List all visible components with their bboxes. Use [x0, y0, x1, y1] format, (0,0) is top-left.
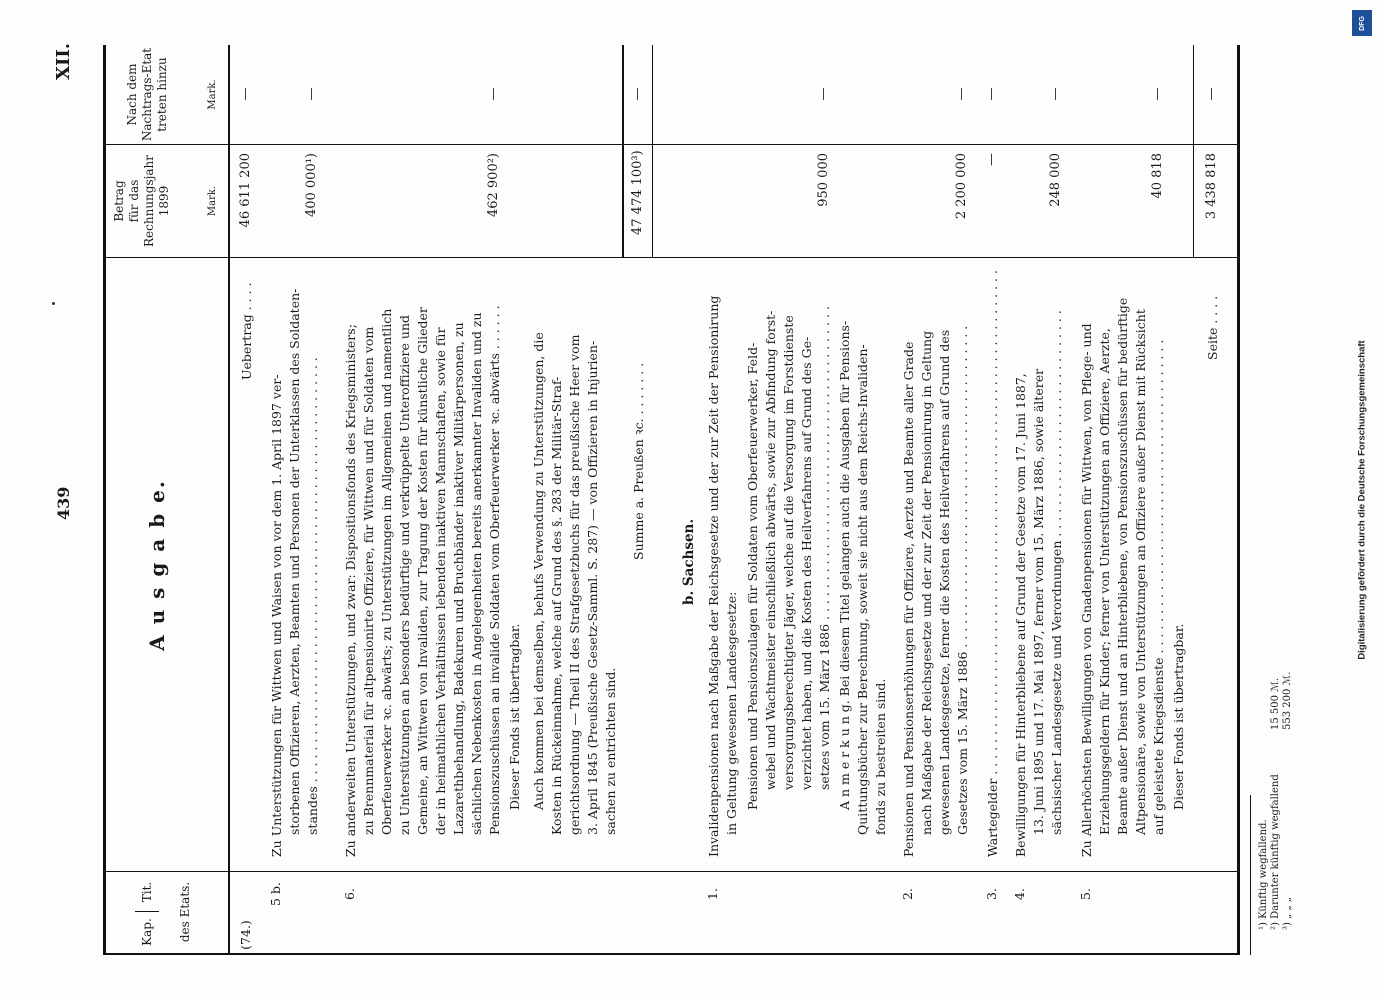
section-b-heading: b. Sachsen. — [681, 518, 697, 605]
row-b5-line: Erziehungsgeldern für Kinder; ferner von Unterstützungen an Offiziere, Aerzte, — [1097, 328, 1112, 835]
seite-nachtrag: — — [1204, 87, 1219, 101]
row-5b-line: storbenen Offizieren, Aerzten, Beamten und Personen der Unterklassen des Soldaten- — [287, 288, 302, 835]
note-fonds-uebertragbar: Dieser Fonds ist übertragbar. — [507, 623, 522, 810]
row-b2-tit: 2. — [900, 888, 915, 900]
row-b3-line: Wartegelder . . . . . . . . . . . . . . . . . . . . . . . . . . . . . . . . . . . . . . . . . . . . . . . . . . . . . . . . . . . . . . . . — [985, 270, 1000, 857]
row-6-line: Gemeine, an Wittwen von Invaliden, zur Tragung der Kosten für künstliche Glieder — [415, 307, 430, 835]
row-b5-line: auf geleistete Kriegsdienste . . . . . . . . . . . . . . . . . . . . . . . . . . . . . . . . . . . . . . . . — [1151, 339, 1166, 835]
row-b3-nachtrag: — — [984, 87, 999, 101]
seite-betrag: 3 438 818 — [1204, 153, 1219, 220]
footnote-3-amount: 553 200 ℳ. — [1282, 671, 1293, 730]
row-b4-line: Bewilligungen für Hinterbliebene auf Grund der Gesetze vom 17. Juni 1887, — [1013, 373, 1028, 857]
footnote-1: ¹) Künftig wegfallend. — [1258, 819, 1269, 930]
note-auch-line: sachen zu entrichten sind. — [603, 667, 618, 835]
row-5b-line: Zu Unterstützungen für Wittwen und Waisen von vor dem 1. April 1897 ver- — [269, 374, 284, 857]
row-b5-nachtrag: — — [1150, 87, 1165, 101]
row-b1-sub: verzichtet haben, und die Kosten des Heilverfahrens auf Grund des Ge- — [799, 336, 814, 790]
header-betrag-unit: Mark. — [207, 185, 218, 217]
row-b4-betrag: 248 000 — [1048, 153, 1063, 207]
table-bottom-rule — [1237, 45, 1240, 955]
digitization-text: Digitalisierung gefördert durch die Deutsche Forschungsgemeinschaft — [1356, 340, 1368, 660]
summe-nachtrag: — — [630, 87, 645, 101]
header-top-rule — [103, 45, 106, 955]
dfg-logo: DFG — [1352, 10, 1372, 36]
note-auch-line: gerichtsordnung — Theil II des Strafgesetzbuchs für das preußische Heer vom — [567, 334, 582, 835]
speck — [52, 302, 55, 305]
col-rule-betrag — [103, 144, 1240, 145]
row-b1-nachtrag: — — [816, 87, 831, 101]
row-6-line: zu Unterstützungen an besonders bedürftige und verkrüppelte Unteroffiziere und — [397, 314, 412, 835]
footnote-2: ²) Darunter künftig wegfallend — [1270, 774, 1281, 930]
note-auch-line: Kosten in Rückeinnahme, welche auf Grund des §. 283 der Militär-Straf- — [549, 376, 564, 835]
summe-betrag: 47 474 100³) — [630, 150, 645, 235]
row-b5-betrag: 40 818 — [1150, 153, 1165, 199]
row-b4-tit: 4. — [1012, 888, 1027, 900]
row-6-line: Oberfeuerwerker ꝛc. abwärts; zu Unterstützungen im Allgemeinen und namentlich — [379, 308, 394, 835]
row-b5-line: Zu Allerhöchsten Bewilligungen von Gnadenpensionen für Wittwen, von Pflege- und — [1079, 323, 1094, 857]
header-kap: Kap. — [140, 918, 154, 946]
row-b2-line: nach Maßgabe der Reichsgesetze und der zur Zeit der Pensionirung in Geltung — [919, 330, 934, 835]
footnote-3: ³) „ „ „ — [1282, 897, 1293, 930]
row-5b-nachtrag: — — [304, 87, 319, 101]
row-6-tit: 6. — [342, 888, 357, 900]
row-b4-nachtrag: — — [1048, 87, 1063, 101]
row-b1-anmerkung: fonds zu bestreiten sind. — [873, 678, 888, 835]
row-b3-tit: 3. — [984, 888, 999, 900]
row-b2-nachtrag: — — [954, 87, 969, 101]
header-betrag: Betrag für das Rechnungsjahr 1899 — [112, 155, 171, 247]
note-fonds-uebertragbar-2: Dieser Fonds ist übertragbar. — [1171, 623, 1186, 810]
col-rule-kap — [103, 953, 1240, 955]
row-b1-betrag: 950 000 — [816, 153, 831, 207]
footnote-2-amount: 15 500 ℳ. — [1270, 677, 1281, 730]
row-b4-line: 13. Juni 1895 und 17. Mai 1897, ferner vom 15. März 1886, sowie älterer — [1031, 368, 1046, 835]
row-b5-line: Altpensionäre, sowie von Unterstützungen an Offiziere außer Dienst mit Rücksicht — [1133, 309, 1148, 835]
row-b1-sub: setzes vom 15. März 1886 . . . . . . . . . . . . . . . . . . . . . . . . . . . . . . . . . . . . . . . . — [817, 306, 832, 790]
row-b1-sub: versorgungsberechtigter Jäger, welche auf die Versorgung im Forstdienste — [781, 315, 796, 790]
row-b5-tit: 5. — [1078, 888, 1093, 900]
kap-value: (74.) — [238, 920, 253, 950]
header-main-heading: A u s g a b e. — [145, 479, 169, 651]
row-b2-betrag: 2 200 000 — [954, 153, 969, 220]
row-b1-tit: 1. — [705, 888, 720, 900]
row-uebertrag-betrag: 46 611 200 — [238, 153, 253, 228]
header-nachtrag: Nach dem Nachtrags-Etat treten hinzu — [125, 47, 169, 142]
row-b5-line: Beamte außer Dienst und an Hinterbliebene, von Pensionszuschüssen für bedürftige — [1115, 297, 1130, 835]
header-nachtrag-unit: Mark. — [207, 79, 218, 110]
row-5b-tit: 5 b. — [268, 882, 283, 906]
row-5b-line: standes . . . . . . . . . . . . . . . . . . . . . . . . . . . . . . . . . . . . . . . . . . . . . . . . . . . . . . — [305, 357, 320, 835]
note-auch-line: Auch kommen bei demselben, behufs Verwendung zu Unterstützungen, die — [531, 332, 546, 810]
row-6-line: Zu anderweiten Unterstützungen, und zwar: Dispositionsfonds des Kriegsministers; — [343, 324, 358, 857]
row-b1-anmerkung: A n m e r k u n g. Bei diesem Titel gelangen auch die Ausgaben für Pensions- — [837, 320, 852, 810]
row-b2-line: Pensionen und Pensionserhöhungen für Offiziere, Aerzte und Beamte aller Grade — [901, 341, 916, 857]
summe-rule — [622, 45, 624, 258]
summe-bottom-rule — [652, 45, 653, 258]
page-number: 439 — [54, 486, 73, 520]
header-tit: Tit. — [140, 881, 154, 903]
row-6-line: sächlichen Nebenkosten in Angelegenheiten bereits anerkannter Invaliden und zu — [469, 312, 484, 835]
row-b1-anmerkung: Quittungsbücher zur Berechnung, soweit sie nicht aus dem Reichs-Invaliden- — [855, 344, 870, 835]
row-b1-sub: Pensionen und Pensionszulagen für Soldaten vom Oberfeuerwerker, Feld- — [745, 342, 760, 810]
seite-label: Seite . . . . — [1205, 295, 1220, 360]
summe-label: Summe a. Preußen ꝛc. . . . . . . . — [631, 362, 646, 560]
header-bottom-rule — [228, 45, 230, 955]
row-6-line: Pensionszuschüssen an invalide Soldaten vom Oberfeuerwerker ꝛc. abwärts . . . . . . — [487, 305, 502, 835]
row-b2-line: Gesetzes vom 15. März 1886 . . . . . . . . . . . . . . . . . . . . . . . . . . . . . . . . . . . . . . . . . — [955, 325, 970, 835]
row-6-nachtrag: — — [486, 87, 501, 101]
col-rule-tit — [103, 871, 1240, 872]
header-des-etats: des Etats. — [178, 881, 192, 943]
footnote-rule — [1250, 795, 1251, 955]
digitization-credit — [1342, 0, 1382, 1000]
row-6-line: Lazarethbehandlung, Badekuren und Bruchbänder inaktiver Militärpersonen, zu — [451, 322, 466, 835]
row-b1-line: Invalidenpensionen nach Maßgabe der Reichsgesetze und der zur Zeit der Pensionirung — [706, 295, 721, 857]
row-b1-line: in Geltung gewesenen Landesgesetze: — [724, 591, 739, 835]
section-roman: XII. — [53, 42, 74, 80]
header-kap-tit-divider — [135, 911, 159, 912]
row-6-betrag: 462 900²) — [486, 153, 501, 218]
row-uebertrag-label: Uebertrag . . . . — [239, 282, 254, 380]
row-b3-betrag: — — [984, 153, 999, 166]
row-uebertrag-nachtrag: — — [238, 87, 253, 101]
seite-rule — [1193, 45, 1194, 258]
row-6-line: zu Brennmaterial für altpensionirte Offiziere, für Wittwen und für Soldaten vom — [361, 326, 376, 835]
row-b4-line: sächsischer Landesgesetze und Verordnungen . . . . . . . . . . . . . . . . . . . . . . . . . . . . . — [1049, 310, 1064, 835]
row-5b-betrag: 400 000¹) — [304, 153, 319, 218]
note-auch-line: 3. April 1845 (Preußische Gesetz-Samml. S. 287) — von Offizieren in Injurien- — [585, 340, 600, 835]
row-6-line: der in heimathlichen Verhältnissen lebenden inaktiven Mannschaften, sowie für — [433, 327, 448, 835]
row-b1-sub: webel und Wachtmeister einschließlich abwärts, sowie zur Abfindung forst- — [763, 310, 778, 790]
col-rule-text — [103, 257, 1240, 258]
row-b2-line: gewesenen Landesgesetze, ferner die Kosten des Heilverfahrens auf Grund des — [937, 329, 952, 835]
